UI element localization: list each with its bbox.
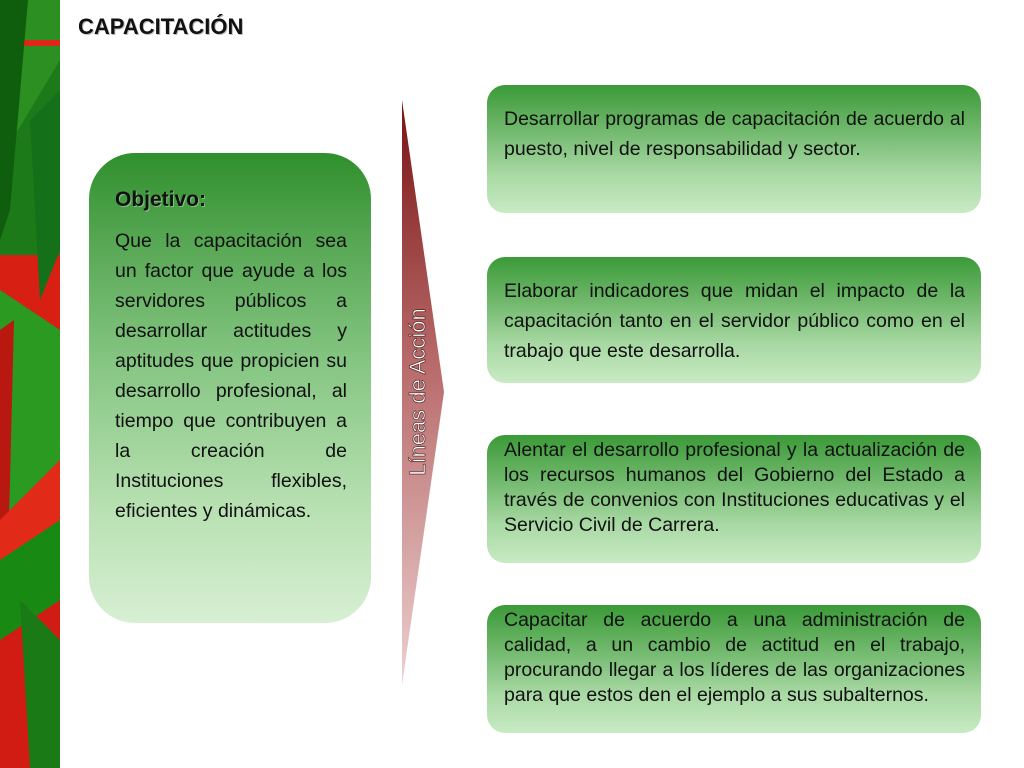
decorative-side-band	[0, 0, 60, 768]
objective-heading: Objetivo:	[115, 188, 207, 211]
slide-title: CAPACITACIÓN	[78, 14, 244, 39]
action-lines-label: Líneas de Acción	[405, 308, 430, 476]
objective-text: Que la capacitación sea un factor que ayude a los servidores públicos a desarrollar actitudes y aptitudes que propicien su desarrollo profesional, al tiempo que contribuyen a la creación de Instituciones flexibles, eficientes y dinámicas.	[115, 230, 347, 522]
action-item: Elaborar indicadores que midan el impacto de la capacitación tanto en el servidor público como en el trabajo que este desarrolla.	[487, 257, 981, 383]
objective-box	[89, 153, 371, 623]
action-item: Capacitar de acuerdo a una administración de calidad, a un cambio de actitud en el trabajo, procurando llegar a los líderes de las organizaciones para que estos den el ejemplo a sus subalternos.	[487, 605, 981, 733]
action-item: Desarrollar programas de capacitación de acuerdo al puesto, nivel de responsabilidad y sector.	[487, 85, 981, 213]
action-item: Alentar el desarrollo profesional y la actualización de los recursos humanos del Gobierno del Estado a través de convenios con Instituciones educativas y el Servicio Civil de Carrera.	[487, 435, 981, 563]
